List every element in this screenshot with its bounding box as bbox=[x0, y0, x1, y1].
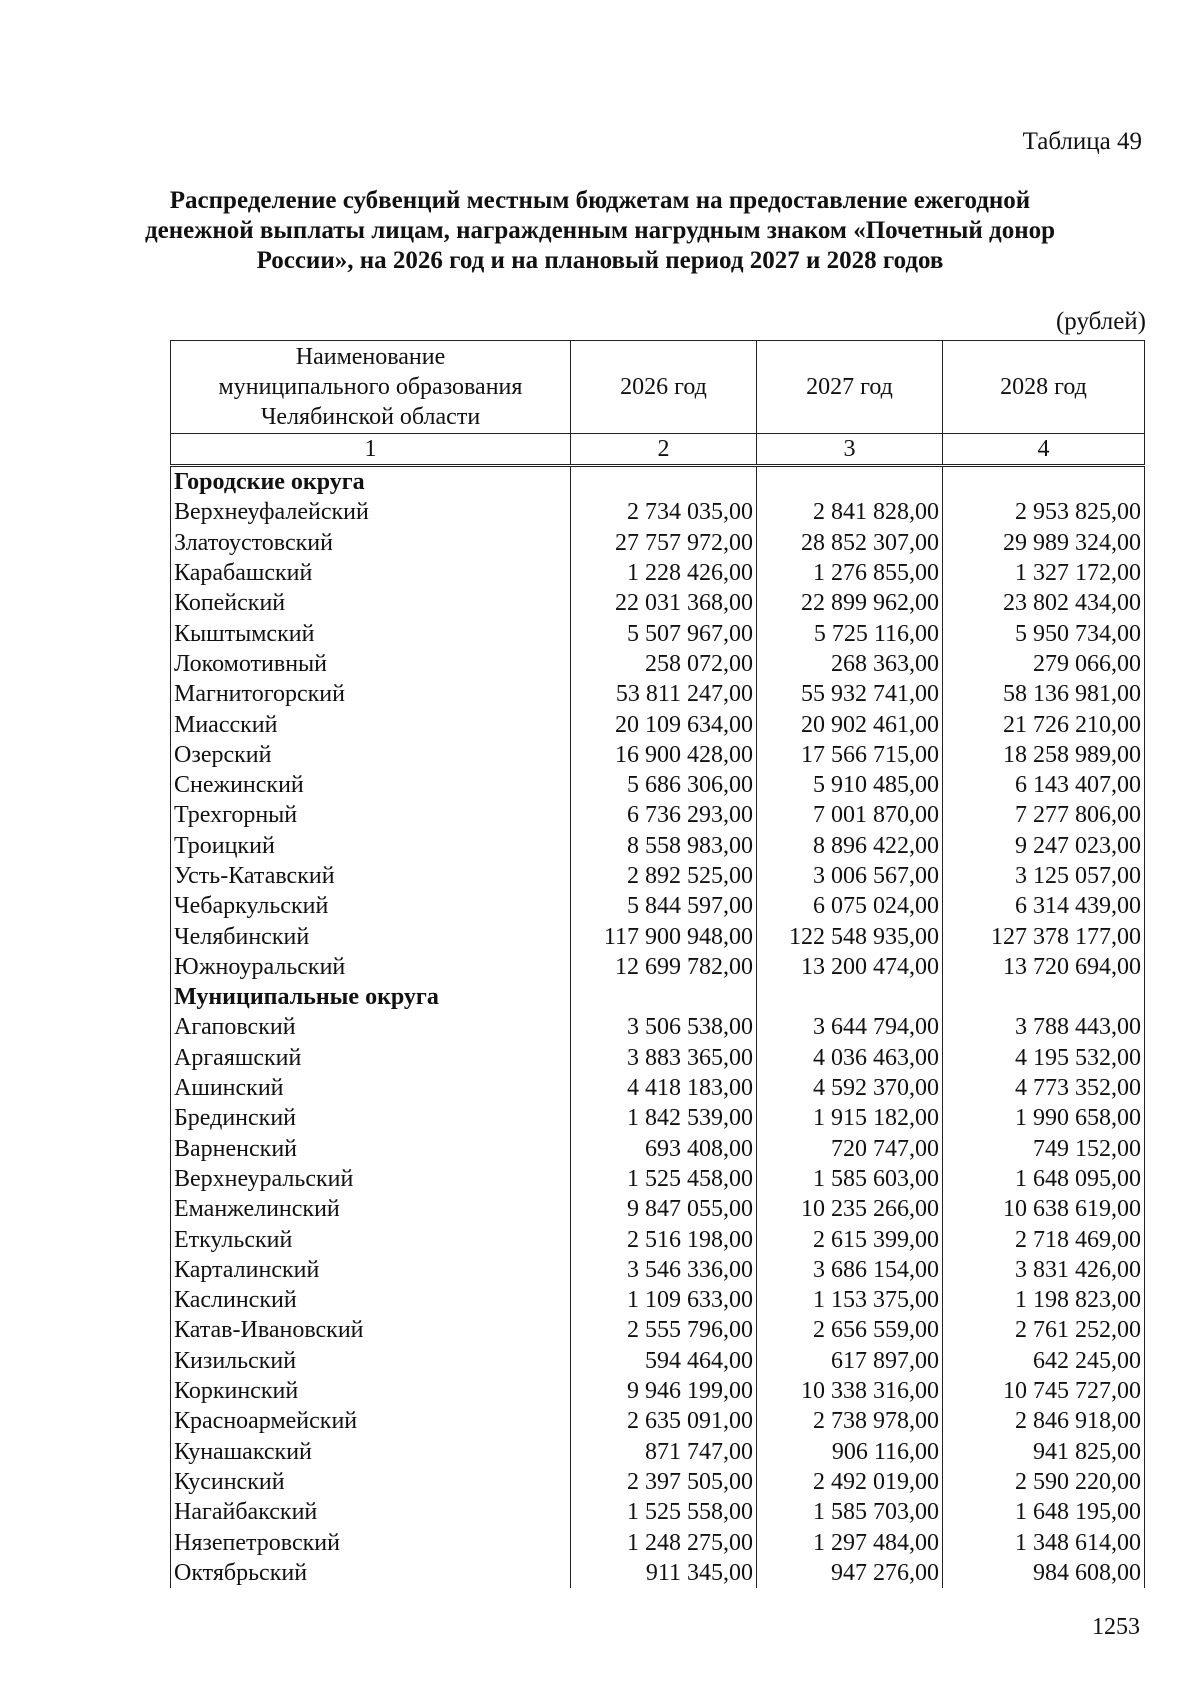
subvention-table bbox=[170, 340, 1145, 1588]
municipality-name: Миасский bbox=[171, 709, 571, 739]
value-2026: 1 248 275,00 bbox=[571, 1527, 757, 1557]
value-2028: 4 773 352,00 bbox=[943, 1073, 1145, 1103]
table-body bbox=[171, 466, 1145, 1588]
value-2026: 2 734 035,00 bbox=[571, 497, 757, 527]
value-2027: 2 656 559,00 bbox=[757, 1315, 943, 1345]
value-2028: 2 953 825,00 bbox=[943, 497, 1145, 527]
value-2028: 2 590 220,00 bbox=[943, 1467, 1145, 1497]
table-row bbox=[171, 1558, 1145, 1588]
value-2027: 3 644 794,00 bbox=[757, 1012, 943, 1042]
value-2027: 20 902 461,00 bbox=[757, 709, 943, 739]
table-row bbox=[171, 679, 1145, 709]
value-2028: 10 745 727,00 bbox=[943, 1376, 1145, 1406]
value-2027: 6 075 024,00 bbox=[757, 891, 943, 921]
municipality-name: Ашинский bbox=[171, 1073, 571, 1103]
table-row bbox=[171, 1255, 1145, 1285]
value-2028: 3 788 443,00 bbox=[943, 1012, 1145, 1042]
value-2028: 6 143 407,00 bbox=[943, 770, 1145, 800]
value-2027: 28 852 307,00 bbox=[757, 528, 943, 558]
table-row bbox=[171, 1467, 1145, 1497]
column-number: 2 bbox=[571, 434, 757, 466]
table-row bbox=[171, 1497, 1145, 1527]
value-2027: 3 686 154,00 bbox=[757, 1255, 943, 1285]
value-2027: 1 153 375,00 bbox=[757, 1285, 943, 1315]
header-name-line: муниципального образования bbox=[218, 374, 523, 400]
table-row bbox=[171, 740, 1145, 770]
value-2026: 3 546 336,00 bbox=[571, 1255, 757, 1285]
value-2027: 4 592 370,00 bbox=[757, 1073, 943, 1103]
value-2028: 7 277 806,00 bbox=[943, 800, 1145, 830]
municipality-name: Варненский bbox=[171, 1134, 571, 1164]
value-2026: 117 900 948,00 bbox=[571, 921, 757, 951]
table-row bbox=[171, 497, 1145, 527]
value-2026: 258 072,00 bbox=[571, 649, 757, 679]
value-2028: 941 825,00 bbox=[943, 1437, 1145, 1467]
column-number: 4 bbox=[943, 434, 1145, 466]
value-2027: 13 200 474,00 bbox=[757, 952, 943, 982]
municipality-name: Карабашский bbox=[171, 558, 571, 588]
value-2027: 55 932 741,00 bbox=[757, 679, 943, 709]
value-2028: 1 327 172,00 bbox=[943, 558, 1145, 588]
value-2028: 23 802 434,00 bbox=[943, 588, 1145, 618]
municipality-name: Катав-Ивановский bbox=[171, 1315, 571, 1345]
value-2027: 2 615 399,00 bbox=[757, 1224, 943, 1254]
header-2027: 2027 год bbox=[757, 341, 943, 434]
value-2027: 10 338 316,00 bbox=[757, 1376, 943, 1406]
municipality-name: Аргаяшский bbox=[171, 1043, 571, 1073]
column-number: 3 bbox=[757, 434, 943, 466]
value-2026: 1 109 633,00 bbox=[571, 1285, 757, 1315]
municipality-name: Челябинский bbox=[171, 921, 571, 951]
value-2027: 2 738 978,00 bbox=[757, 1406, 943, 1436]
value-2026: 594 464,00 bbox=[571, 1346, 757, 1376]
value-2028: 1 198 823,00 bbox=[943, 1285, 1145, 1315]
table-row bbox=[171, 1437, 1145, 1467]
empty-cell bbox=[571, 982, 757, 1012]
municipality-name: Красноармейский bbox=[171, 1406, 571, 1436]
table-row bbox=[171, 831, 1145, 861]
table-row bbox=[171, 1406, 1145, 1436]
table-row bbox=[171, 528, 1145, 558]
value-2026: 1 525 458,00 bbox=[571, 1164, 757, 1194]
value-2026: 6 736 293,00 bbox=[571, 800, 757, 830]
municipality-name: Еманжелинский bbox=[171, 1194, 571, 1224]
value-2027: 17 566 715,00 bbox=[757, 740, 943, 770]
value-2028: 749 152,00 bbox=[943, 1134, 1145, 1164]
municipality-name: Агаповский bbox=[171, 1012, 571, 1042]
value-2028: 3 831 426,00 bbox=[943, 1255, 1145, 1285]
section-title: Муниципальные округа bbox=[171, 982, 571, 1012]
table-row bbox=[171, 952, 1145, 982]
table-row bbox=[171, 649, 1145, 679]
header-name bbox=[171, 341, 571, 434]
value-2027: 5 725 116,00 bbox=[757, 618, 943, 648]
municipality-name: Чебаркульский bbox=[171, 891, 571, 921]
units-label: (рублей) bbox=[1055, 308, 1146, 335]
value-2026: 2 555 796,00 bbox=[571, 1315, 757, 1345]
title-line: России», на 2026 год и на плановый период 2027 и 2028 годов bbox=[256, 247, 944, 274]
value-2027: 268 363,00 bbox=[757, 649, 943, 679]
value-2026: 9 847 055,00 bbox=[571, 1194, 757, 1224]
empty-cell bbox=[943, 466, 1145, 498]
column-number: 1 bbox=[171, 434, 571, 466]
value-2026: 2 892 525,00 bbox=[571, 861, 757, 891]
value-2026: 16 900 428,00 bbox=[571, 740, 757, 770]
table-row bbox=[171, 558, 1145, 588]
municipality-name: Брединский bbox=[171, 1103, 571, 1133]
value-2028: 5 950 734,00 bbox=[943, 618, 1145, 648]
municipality-name: Магнитогорский bbox=[171, 679, 571, 709]
municipality-name: Карталинский bbox=[171, 1255, 571, 1285]
municipality-name: Копейский bbox=[171, 588, 571, 618]
municipality-name: Троицкий bbox=[171, 831, 571, 861]
value-2026: 2 397 505,00 bbox=[571, 1467, 757, 1497]
table-row bbox=[171, 861, 1145, 891]
header-2028: 2028 год bbox=[943, 341, 1145, 434]
value-2028: 58 136 981,00 bbox=[943, 679, 1145, 709]
table-row bbox=[171, 709, 1145, 739]
value-2028: 1 990 658,00 bbox=[943, 1103, 1145, 1133]
table-row bbox=[171, 891, 1145, 921]
value-2026: 1 525 558,00 bbox=[571, 1497, 757, 1527]
empty-cell bbox=[571, 466, 757, 498]
value-2027: 5 910 485,00 bbox=[757, 770, 943, 800]
municipality-name: Златоустовский bbox=[171, 528, 571, 558]
value-2028: 2 846 918,00 bbox=[943, 1406, 1145, 1436]
table-row bbox=[171, 770, 1145, 800]
value-2027: 22 899 962,00 bbox=[757, 588, 943, 618]
table-row bbox=[171, 1073, 1145, 1103]
value-2027: 2 841 828,00 bbox=[757, 497, 943, 527]
empty-cell bbox=[943, 982, 1145, 1012]
value-2026: 4 418 183,00 bbox=[571, 1073, 757, 1103]
value-2027: 947 276,00 bbox=[757, 1558, 943, 1588]
municipality-name: Еткульский bbox=[171, 1224, 571, 1254]
value-2026: 9 946 199,00 bbox=[571, 1376, 757, 1406]
value-2027: 2 492 019,00 bbox=[757, 1467, 943, 1497]
municipality-name: Кунашакский bbox=[171, 1437, 571, 1467]
value-2027: 10 235 266,00 bbox=[757, 1194, 943, 1224]
municipality-name: Верхнеуральский bbox=[171, 1164, 571, 1194]
table-row bbox=[171, 1164, 1145, 1194]
value-2026: 3 506 538,00 bbox=[571, 1012, 757, 1042]
value-2028: 2 761 252,00 bbox=[943, 1315, 1145, 1345]
municipality-name: Каслинский bbox=[171, 1285, 571, 1315]
value-2028: 1 648 095,00 bbox=[943, 1164, 1145, 1194]
municipality-name: Кыштымский bbox=[171, 618, 571, 648]
municipality-name: Кизильский bbox=[171, 1346, 571, 1376]
municipality-name: Снежинский bbox=[171, 770, 571, 800]
header-2026: 2026 год bbox=[571, 341, 757, 434]
header-name-line: Наименование bbox=[295, 344, 446, 370]
value-2028: 9 247 023,00 bbox=[943, 831, 1145, 861]
municipality-name: Нагайбакский bbox=[171, 1497, 571, 1527]
value-2028: 29 989 324,00 bbox=[943, 528, 1145, 558]
table-row bbox=[171, 618, 1145, 648]
table-row bbox=[171, 1224, 1145, 1254]
municipality-name: Октябрьский bbox=[171, 1558, 571, 1588]
table-row bbox=[171, 1315, 1145, 1345]
value-2026: 911 345,00 bbox=[571, 1558, 757, 1588]
value-2028: 6 314 439,00 bbox=[943, 891, 1145, 921]
value-2026: 53 811 247,00 bbox=[571, 679, 757, 709]
value-2026: 20 109 634,00 bbox=[571, 709, 757, 739]
value-2026: 22 031 368,00 bbox=[571, 588, 757, 618]
value-2028: 10 638 619,00 bbox=[943, 1194, 1145, 1224]
section-header-row bbox=[171, 466, 1145, 498]
value-2026: 5 507 967,00 bbox=[571, 618, 757, 648]
value-2027: 122 548 935,00 bbox=[757, 921, 943, 951]
header-row bbox=[171, 341, 1145, 434]
value-2027: 1 585 703,00 bbox=[757, 1497, 943, 1527]
value-2027: 4 036 463,00 bbox=[757, 1043, 943, 1073]
empty-cell bbox=[757, 982, 943, 1012]
value-2026: 2 635 091,00 bbox=[571, 1406, 757, 1436]
value-2027: 7 001 870,00 bbox=[757, 800, 943, 830]
column-number-row bbox=[171, 434, 1145, 466]
value-2027: 906 116,00 bbox=[757, 1437, 943, 1467]
table-row bbox=[171, 1103, 1145, 1133]
value-2026: 3 883 365,00 bbox=[571, 1043, 757, 1073]
value-2028: 4 195 532,00 bbox=[943, 1043, 1145, 1073]
value-2028: 642 245,00 bbox=[943, 1346, 1145, 1376]
table-row bbox=[171, 921, 1145, 951]
value-2026: 871 747,00 bbox=[571, 1437, 757, 1467]
value-2026: 12 699 782,00 bbox=[571, 952, 757, 982]
value-2028: 3 125 057,00 bbox=[943, 861, 1145, 891]
title-line: Распределение субвенций местным бюджетам на предоставление ежегодной bbox=[169, 187, 1031, 214]
value-2026: 5 686 306,00 bbox=[571, 770, 757, 800]
value-2026: 1 842 539,00 bbox=[571, 1103, 757, 1133]
municipality-name: Озерский bbox=[171, 740, 571, 770]
value-2027: 1 585 603,00 bbox=[757, 1164, 943, 1194]
document-title bbox=[120, 186, 1080, 276]
table-row bbox=[171, 1527, 1145, 1557]
value-2026: 5 844 597,00 bbox=[571, 891, 757, 921]
value-2026: 1 228 426,00 bbox=[571, 558, 757, 588]
value-2026: 2 516 198,00 bbox=[571, 1224, 757, 1254]
value-2028: 1 648 195,00 bbox=[943, 1497, 1145, 1527]
value-2027: 1 276 855,00 bbox=[757, 558, 943, 588]
table-row bbox=[171, 800, 1145, 830]
table-row bbox=[171, 1134, 1145, 1164]
table-row bbox=[171, 1376, 1145, 1406]
section-title: Городские округа bbox=[171, 466, 571, 498]
value-2028: 2 718 469,00 bbox=[943, 1224, 1145, 1254]
municipality-name: Усть-Катавский bbox=[171, 861, 571, 891]
value-2028: 1 348 614,00 bbox=[943, 1527, 1145, 1557]
municipality-name: Южноуральский bbox=[171, 952, 571, 982]
page-number: 1253 bbox=[1092, 1614, 1140, 1640]
municipality-name: Локомотивный bbox=[171, 649, 571, 679]
value-2028: 21 726 210,00 bbox=[943, 709, 1145, 739]
municipality-name: Кусинский bbox=[171, 1467, 571, 1497]
municipality-name: Верхнеуфалейский bbox=[171, 497, 571, 527]
municipality-name: Трехгорный bbox=[171, 800, 571, 830]
table-row bbox=[171, 1043, 1145, 1073]
empty-cell bbox=[757, 466, 943, 498]
value-2026: 693 408,00 bbox=[571, 1134, 757, 1164]
table-row bbox=[171, 1346, 1145, 1376]
municipality-name: Коркинский bbox=[171, 1376, 571, 1406]
value-2027: 3 006 567,00 bbox=[757, 861, 943, 891]
value-2028: 13 720 694,00 bbox=[943, 952, 1145, 982]
table-row bbox=[171, 1194, 1145, 1224]
value-2026: 8 558 983,00 bbox=[571, 831, 757, 861]
section-header-row bbox=[171, 982, 1145, 1012]
value-2028: 127 378 177,00 bbox=[943, 921, 1145, 951]
value-2028: 984 608,00 bbox=[943, 1558, 1145, 1588]
table-row bbox=[171, 588, 1145, 618]
table-row bbox=[171, 1012, 1145, 1042]
value-2027: 617 897,00 bbox=[757, 1346, 943, 1376]
value-2028: 18 258 989,00 bbox=[943, 740, 1145, 770]
table-label: Таблица 49 bbox=[1022, 128, 1142, 155]
table-row bbox=[171, 1285, 1145, 1315]
value-2027: 8 896 422,00 bbox=[757, 831, 943, 861]
header-name-line: Челябинской области bbox=[260, 404, 481, 430]
value-2027: 1 915 182,00 bbox=[757, 1103, 943, 1133]
value-2027: 1 297 484,00 bbox=[757, 1527, 943, 1557]
value-2028: 279 066,00 bbox=[943, 649, 1145, 679]
title-line: денежной выплаты лицам, награжденным нагрудным знаком «Почетный донор bbox=[144, 217, 1056, 244]
value-2026: 27 757 972,00 bbox=[571, 528, 757, 558]
value-2027: 720 747,00 bbox=[757, 1134, 943, 1164]
municipality-name: Нязепетровский bbox=[171, 1527, 571, 1557]
